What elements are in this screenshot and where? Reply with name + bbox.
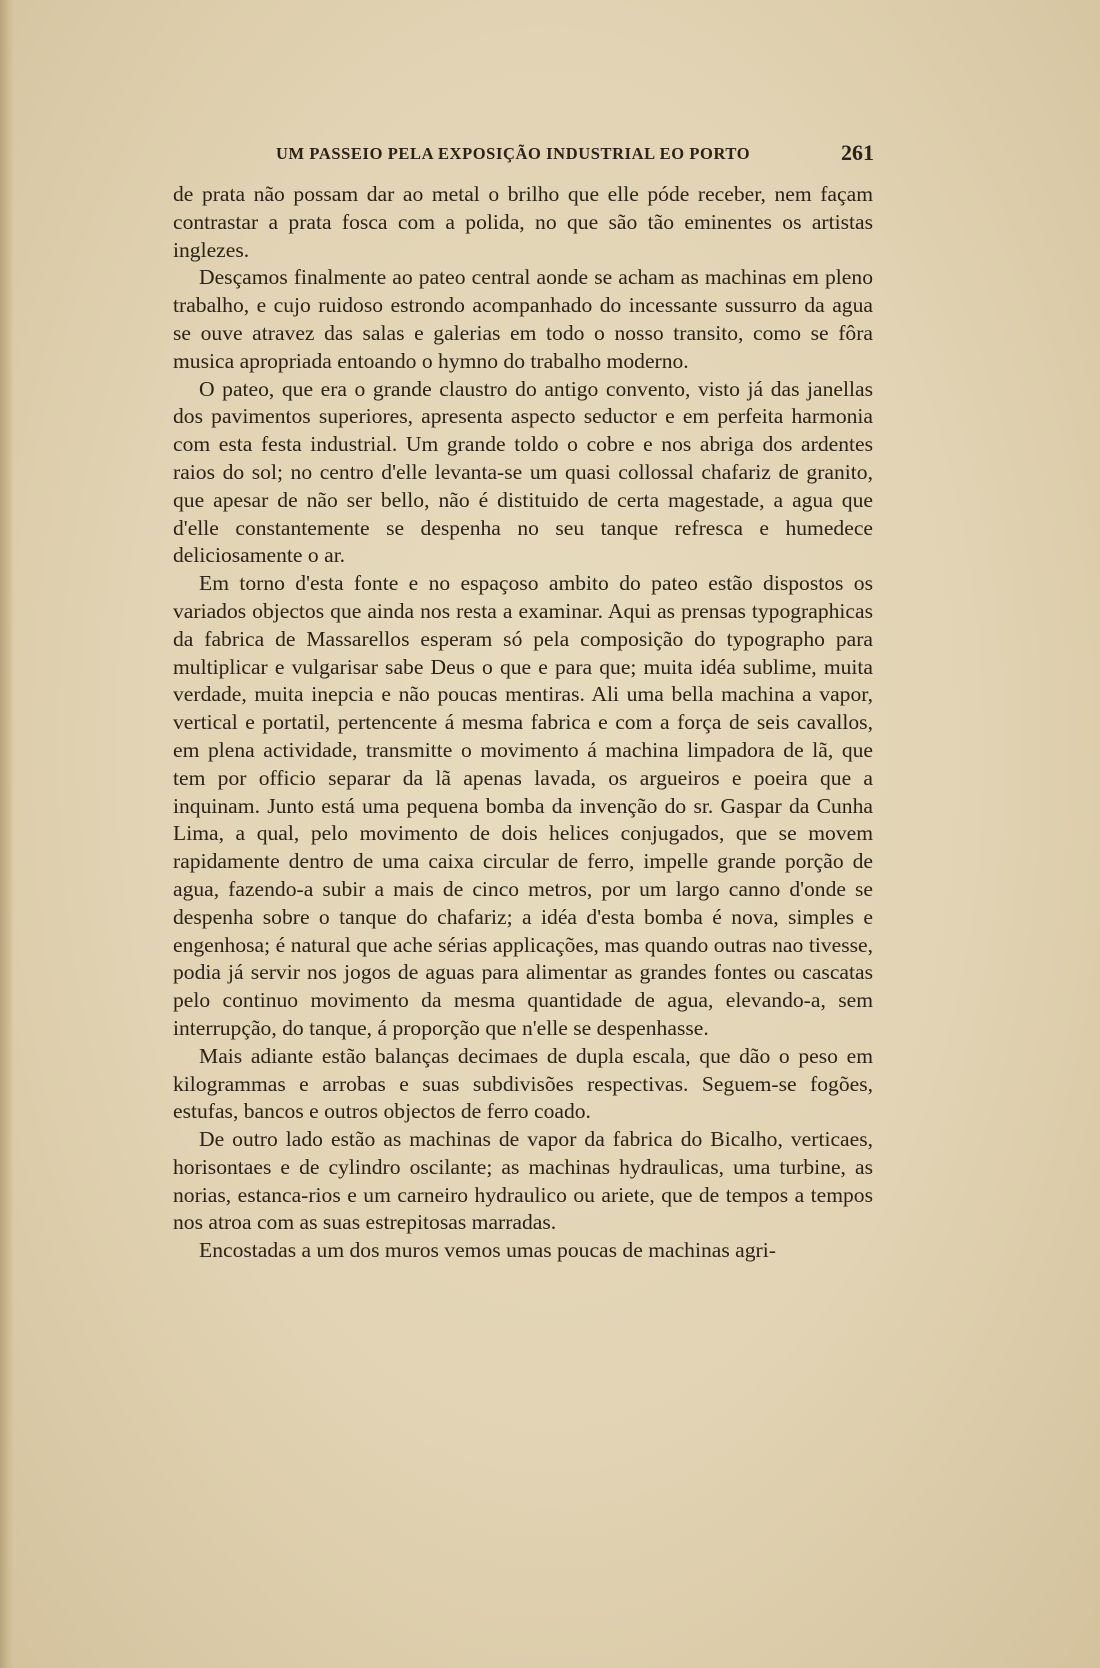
- paragraph-2: Desçamos finalmente ao pateo central aonde se acham as machinas em pleno trabalho, e cujo ruidoso estrondo acompanhado do incessante sussurro da agua se ouve atravez das salas e galerias em todo o nosso transito, como se fôra musica apropriada entoando o hymno do trabalho moderno.: [173, 265, 873, 373]
- page-number: 261: [841, 140, 874, 165]
- paragraph-6: De outro lado estão as machinas de vapor da fabrica do Bicalho, verticaes, horisontaes e de cylindro oscilante; as machinas hydraulicas, uma turbine, as norias, estanca-rios e um carneiro hydraulico ou ariete, que de tempos a tempos nos atroa com as suas estrepitosas marradas.: [173, 1127, 873, 1235]
- paragraph-7: Encostadas a um dos muros vemos umas poucas de machinas agri-: [199, 1238, 776, 1263]
- binding-edge: [0, 0, 14, 1668]
- page-header: [174, 142, 874, 168]
- running-head: UM PASSEIO PELA EXPOSIÇÃO INDUSTRIAL EO PORTO: [276, 144, 751, 163]
- paragraph-3: O pateo, que era o grande claustro do antigo convento, visto já das janellas dos pavimentos superiores, apresenta aspecto seductor e em perfeita harmonia com esta festa industrial. Um grande toldo o cobre e nos abriga dos ardentes raios do sol; no centro d'elle levanta-se um quasi collossal chafariz de granito, que apesar de não ser bello, não é distituido de certa magestade, a agua que d'elle constantemente se despenha no seu tanque refresca e humedece deliciosamente o ar.: [173, 376, 873, 568]
- paragraph-1: de prata não possam dar ao metal o brilho que elle póde receber, nem façam contrastar a prata fosca com a polida, no que são tão eminentes os artistas inglezes.: [173, 182, 873, 262]
- text-body: [173, 181, 873, 1265]
- paragraph-5: Mais adiante estão balanças decimaes de dupla escala, que dão o peso em kilogrammas e arrobas e suas subdivisões respectivas. Seguem-se fogões, estufas, bancos e outros objectos de ferro coado.: [173, 1043, 873, 1124]
- paragraph-4: Em torno d'esta fonte e no espaçoso ambito do pateo estão dispostos os variados objectos que ainda nos resta a examinar. Aqui as prensas typographicas da fabrica de Massarellos esperam só pela composição do typographo para multiplicar e vulgarisar sabe Deus o que e para que; muita idéa sublime, muita verdade, muita inepcia e não poucas mentiras. Ali uma bella machina a vapor, vertical e portatil, pertencente á mesma fabrica e com a força de seis cavallos, em plena actividade, transmitte o movimento á machina limpadora de lã, que tem por officio separar da lã apenas lavada, os argueiros e poeira que a inquinam. Junto está uma pequena bomba da invenção do sr. Gaspar da Cunha Lima, a qual, pelo movimento de dois helices conjugados, que se movem rapidamente dentro de uma caixa circular de ferro, impelle grande porção de agua, fazendo-a subir a mais de cinco metros, por um largo canno d'onde se despenha sobre o tanque do chafariz; a idéa d'esta bomba é nova, simples e engenhosa; é natural que ache sérias applicações, mas quando outras nao tivesse, podia já servir nos jogos de aguas para alimentar as grandes fontes ou cascatas pelo continuo movimento da mesma quantidade de agua, elevando-a, sem interrupção, do tanque, á proporção que n'elle se despenhasse.: [173, 571, 873, 1040]
